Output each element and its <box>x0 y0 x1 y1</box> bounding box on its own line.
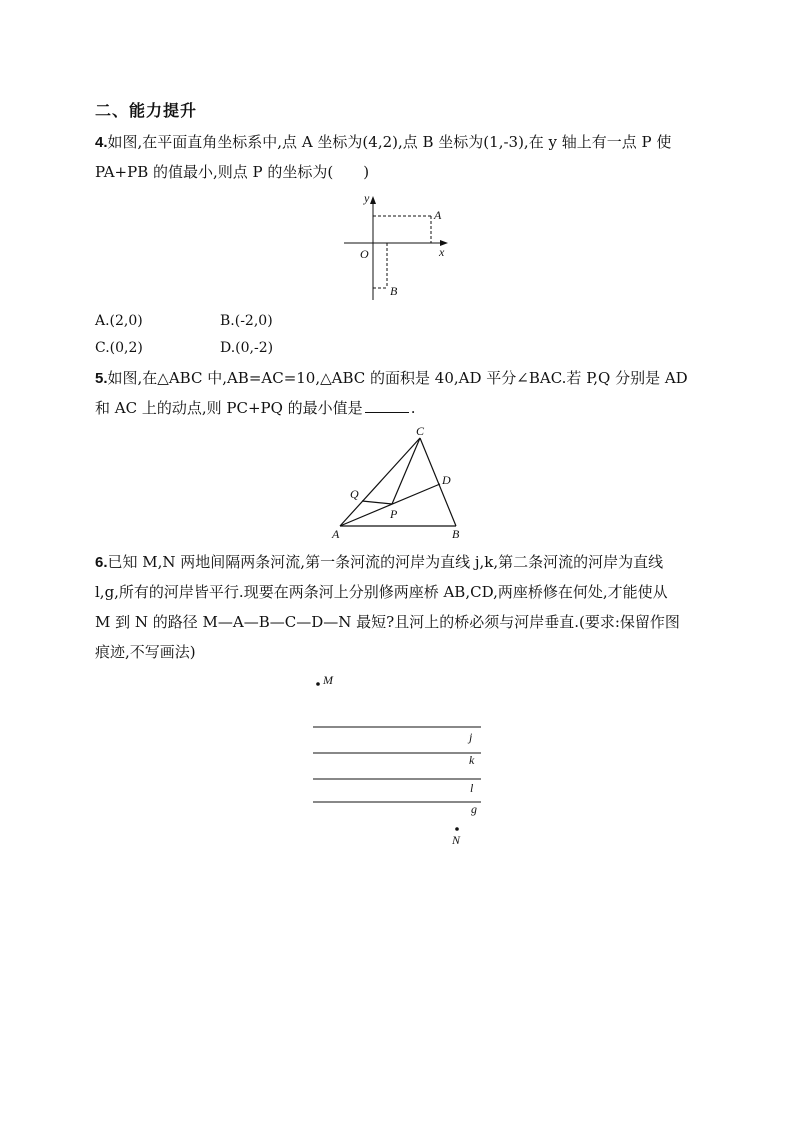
q5-triangle-figure <box>328 424 478 542</box>
q5-text-2a: 和 AC 上的动点,则 PC+PQ 的最小值是 <box>95 399 363 417</box>
q5-line-1 <box>95 368 688 389</box>
q4-option-b[interactable]: B.(-2,0) <box>220 313 273 329</box>
section-heading: 二、能力提升 <box>95 101 198 120</box>
point-a-label: A <box>434 208 442 222</box>
point-d-label: D <box>442 473 451 487</box>
point-p-label: P <box>390 507 398 521</box>
q4-text-1: 如图,在平面直角坐标系中,点 A 坐标为(4,2),点 B 坐标为(1,-3),在 y 轴上有一点 P 使 <box>107 133 672 151</box>
point-m <box>316 682 320 686</box>
q6-line-3: M 到 N 的路径 M—A—B—C—D—N 最短?且河上的桥必须与河岸垂直.(要求:保留作图 <box>95 613 680 631</box>
point-n-label: N <box>452 833 461 847</box>
point-b-label: B <box>390 284 398 298</box>
point-m-label: M <box>323 673 333 687</box>
segment-pq <box>362 501 392 504</box>
y-axis-label: y <box>364 191 370 205</box>
y-axis-arrow <box>370 196 376 204</box>
q5-text-1: 如图,在△ABC 中,AB=AC=10,△ABC 的面积是 40,AD 平分∠BAC.若 P,Q 分别是 AD <box>107 369 688 387</box>
bank-j-label: j <box>469 730 473 744</box>
q6-line-4: 痕迹,不写画法) <box>95 643 196 661</box>
q6-text-1: 已知 M,N 两地间隔两条河流,第一条河流的河岸为直线 j,k,第二条河流的河岸为直线 <box>107 553 664 571</box>
q4-text-2a: PA+PB 的值最小,则点 P 的坐标为( <box>95 163 334 181</box>
side-ac <box>340 438 420 526</box>
origin-label: O <box>360 247 369 261</box>
q5-text-2b: . <box>410 399 416 417</box>
q4-option-d[interactable]: D.(0,-2) <box>220 340 274 356</box>
q4-coordinate-figure <box>336 188 466 303</box>
vertex-b-label: B <box>452 527 460 541</box>
q5-line-2 <box>95 398 415 418</box>
q4-line-2 <box>95 162 369 182</box>
vertex-a-label: A <box>332 527 340 541</box>
q6-river-figure <box>305 668 495 850</box>
q4-text-2b: ) <box>363 163 370 181</box>
bank-g-label: g <box>471 802 477 816</box>
q4-option-c[interactable]: C.(0,2) <box>95 340 143 356</box>
x-axis-label: x <box>439 245 445 259</box>
q6-number: 6. <box>95 554 108 571</box>
q5-answer-blank[interactable] <box>365 398 409 413</box>
vertex-c-label: C <box>416 424 425 438</box>
q4-option-a[interactable]: A.(2,0) <box>95 313 143 329</box>
bank-l-label: l <box>470 781 474 795</box>
bank-k-label: k <box>469 753 475 767</box>
q6-line-1 <box>95 552 663 573</box>
q4-number: 4. <box>95 134 108 151</box>
q4-line-1 <box>95 132 671 153</box>
q6-line-2: l,g,所有的河岸皆平行.现要在两条河上分别修两座桥 AB,CD,两座桥修在何处,才能使从 <box>95 583 668 601</box>
point-n <box>455 827 459 831</box>
q5-number: 5. <box>95 370 108 387</box>
point-q-label: Q <box>350 487 359 501</box>
